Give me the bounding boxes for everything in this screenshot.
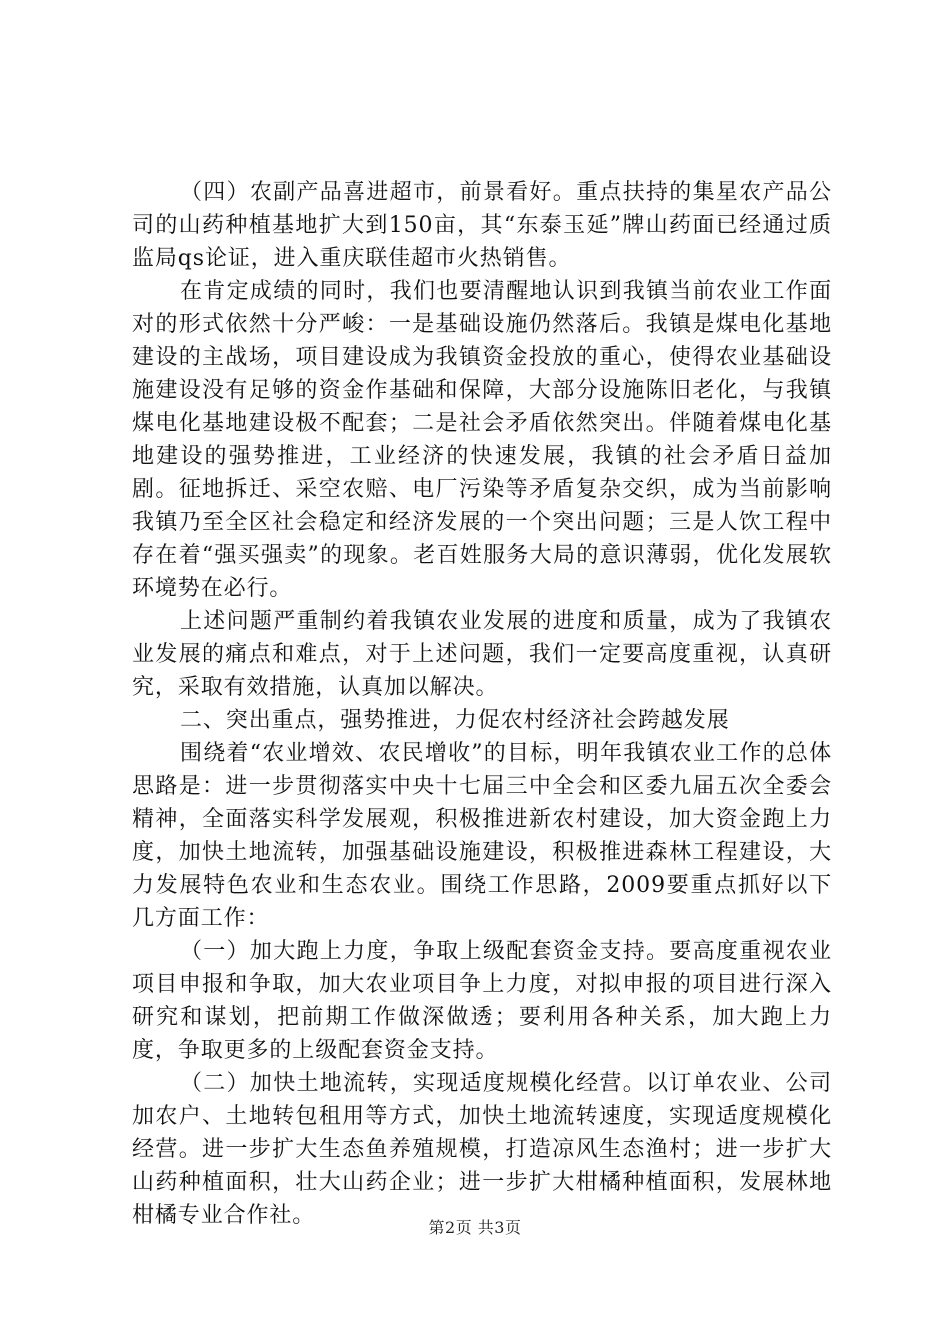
paragraph-item-2: （二）加快土地流转，实现适度规模化经营。以订单农业、公司加农户、土地转包租用等方式，加快土地流转速度，实现适度规模化经营。进一步扩大生态鱼养殖规模，打造凉风生态渔村；进一步扩大山药种植面积，壮大山药企业；进一步扩大柑橘种植面积，发展林地柑橘专业合作社。 (132, 1071, 832, 1228)
paragraph-overall-plan: 围绕着“农业增效、农民增收”的目标，明年我镇农业工作的总体思路是：进一步贯彻落实中央十七届三中全会和区委九届五次全委会精神，全面落实科学发展观，积极推进新农村建设，加大资金跑上力度，加快土地流转，加强基础设施建设，积极推进森林工程建设，大力发展特色农业和生态农业。围绕工作思路，2009要重点抓好以下几方面工作： (132, 741, 832, 931)
page-number-footer: 第2页 共3页 (428, 1218, 522, 1237)
document-body (132, 176, 832, 1232)
paragraph-problems: 在肯定成绩的同时，我们也要清醒地认识到我镇当前农业工作面对的形式依然十分严峻：一是基础设施仍然落后。我镇是煤电化基地建设的主战场，项目建设成为我镇资金投放的重心，使得农业基础设施建设没有足够的资金作基础和保障，大部分设施陈旧老化，与我镇煤电化基地建设极不配套；二是社会矛盾依然突出。伴随着煤电化基地建设的强势推进，工业经济的快速发展，我镇的社会矛盾日益加剧。征地拆迁、采空农赔、电厂污染等矛盾复杂交织，成为当前影响我镇乃至全区社会稳定和经济发展的一个突出问题；三是人饮工程中存在着“强买强卖”的现象。老百姓服务大局的意识薄弱，优化发展软环境势在必行。 (132, 279, 832, 601)
section-heading-2: 二、突出重点，强势推进，力促农村经济社会跨越发展 (180, 708, 730, 733)
paragraph-problems-conclusion: 上述问题严重制约着我镇农业发展的进度和质量，成为了我镇农业发展的痛点和难点，对于上述问题，我们一定要高度重视，认真研究，采取有效措施，认真加以解决。 (132, 609, 832, 700)
paragraph-agri-products: （四）农副产品喜进超市，前景看好。重点扶持的集星农产品公司的山药种植基地扩大到150亩，其“东泰玉延”牌山药面已经通过质监局qs论证，进入重庆联佳超市火热销售。 (132, 180, 832, 271)
paragraph-item-1: （一）加大跑上力度，争取上级配套资金支持。要高度重视农业项目申报和争取，加大农业项目争上力度，对拟申报的项目进行深入研究和谋划，把前期工作做深做透；要利用各种关系，加大跑上力度，争取更多的上级配套资金支持。 (132, 939, 832, 1063)
